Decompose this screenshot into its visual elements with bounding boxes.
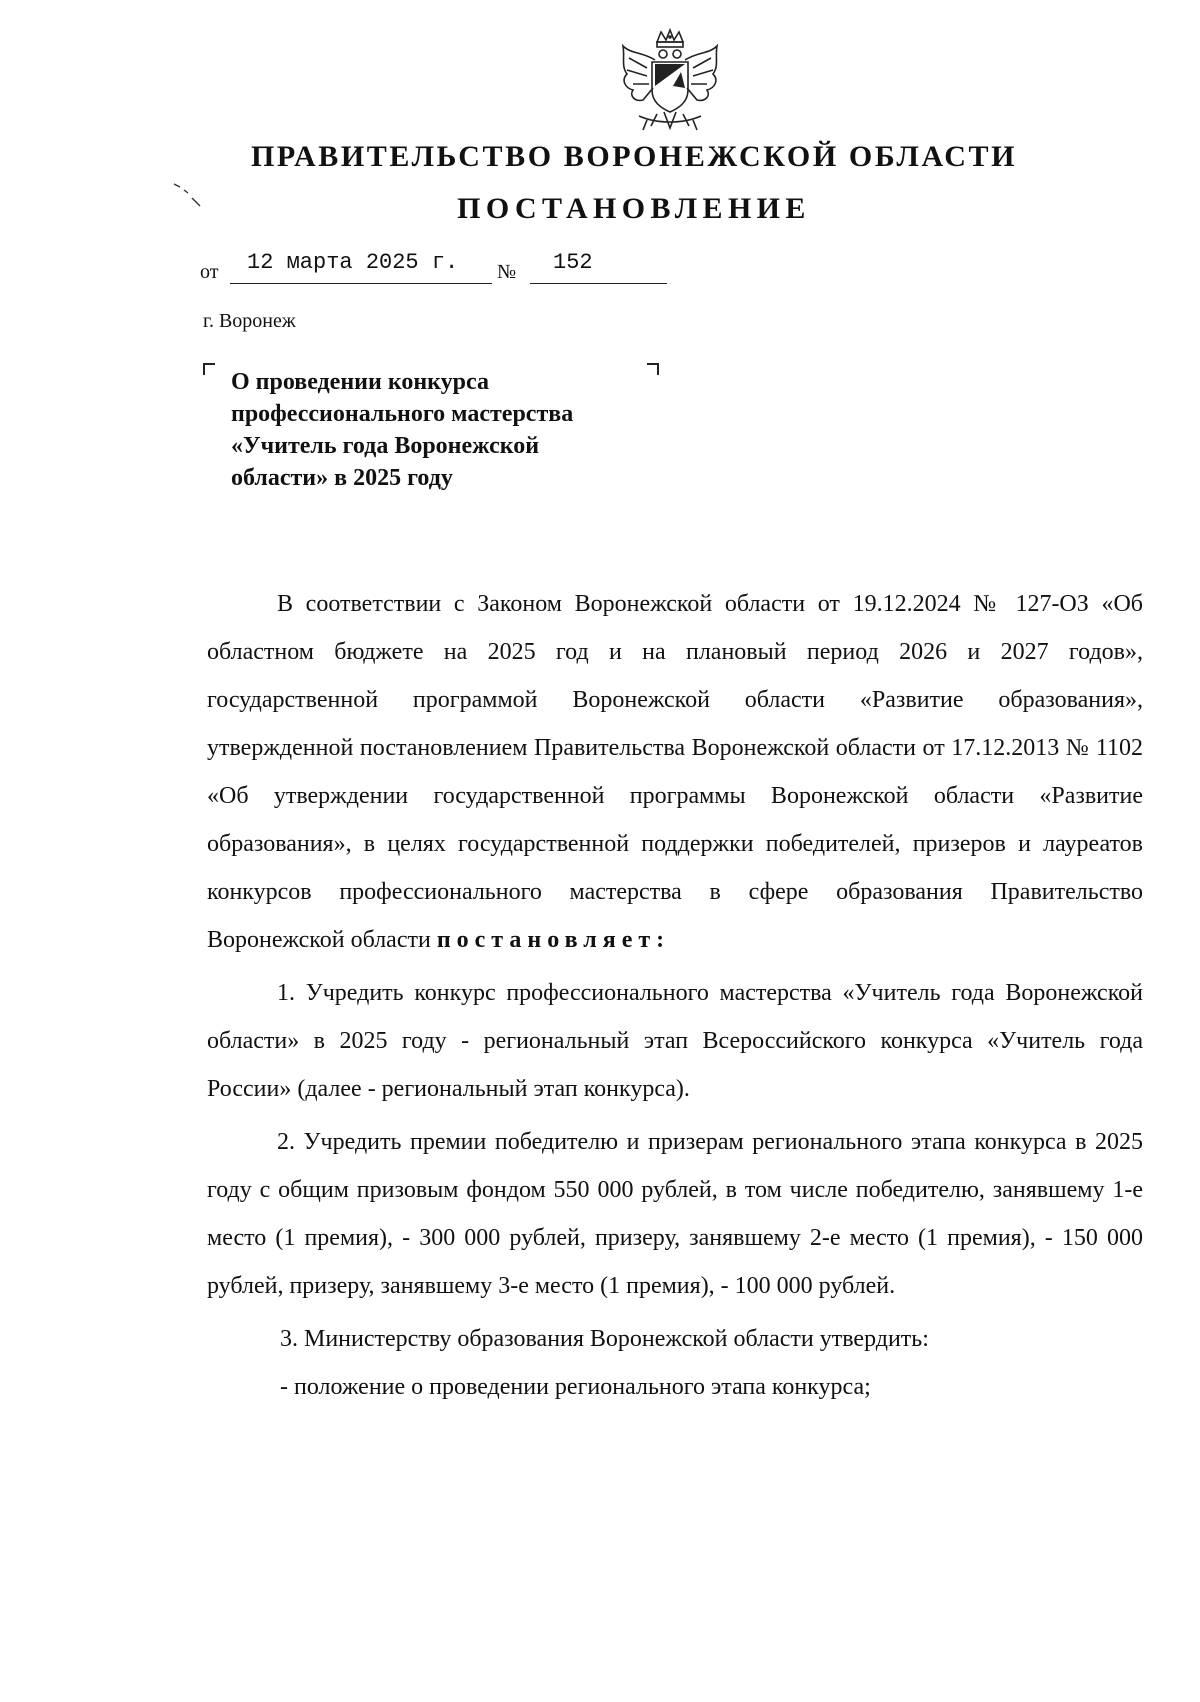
number-underline (530, 249, 667, 284)
government-name: ПРАВИТЕЛЬСТВО ВОРОНЕЖСКОЙ ОБЛАСТИ (250, 140, 1018, 173)
date-number-line (200, 250, 680, 290)
date-label: от (200, 261, 219, 283)
item-2: 2. Учредить премии победителю и призерам регионального этапа конкурса в 2025 году с общим призовым фондом 550 000 рублей, в том числе победителю, занявшему 1-е место (1 премия), - 300 000 рублей, призеру, занявшему 2-е место (1 премия), - 150 000 рублей, призеру, занявшему 3-е место (1 премия), - 100 000 рублей. (207, 1129, 1143, 1299)
document-body (207, 580, 1143, 1411)
document-number: 152 (553, 250, 593, 275)
subject-line: «Учитель года Воронежской (231, 433, 540, 459)
subject-corner-left (203, 363, 215, 375)
document-date: 12 марта 2025 г. (247, 250, 459, 275)
subject-line: профессионального мастерства (231, 401, 574, 427)
item-1: 1. Учредить конкурс профессионального мастерства «Учитель года Воронежской области» в 2025 году - региональный этап Всероссийского конкурса «Учитель года России» (далее - региональный этап конкурса). (207, 980, 1143, 1102)
number-label: № (497, 261, 517, 283)
subject-line: области» в 2025 году (231, 465, 453, 491)
scan-artifact (172, 180, 212, 210)
item-3: 3. Министерству образования Воронежской области утвердить: (280, 1326, 929, 1352)
document-subject (231, 366, 651, 494)
item-3-subitem: - положение о проведении регионального этапа конкурса; (280, 1374, 871, 1400)
document-type: ПОСТАНОВЛЕНИЕ (457, 192, 811, 225)
subject-line: О проведении конкурса (231, 369, 489, 395)
decree-word: постановляет: (436, 927, 671, 953)
coat-of-arms-emblem (617, 28, 723, 136)
preamble-text: В соответствии с Законом Воронежской области от 19.12.2024 № 127-ОЗ «Об областном бюджете на 2025 год и на плановый период 2026 и 2027 годов», государственной программой Воронежской области «Развитие образования», утвержденной постановлением Правительства Воронежской области от 17.12.2013 № 1102 «Об утверждении государственной программы Воронежской области «Развитие образования», в целях государственной поддержки победителей, призеров и лауреатов конкурсов профессионального мастерства в сфере образования Правительство Воронежской области (207, 591, 1143, 953)
city: г. Воронеж (203, 310, 296, 332)
preamble-paragraph (207, 580, 1143, 964)
